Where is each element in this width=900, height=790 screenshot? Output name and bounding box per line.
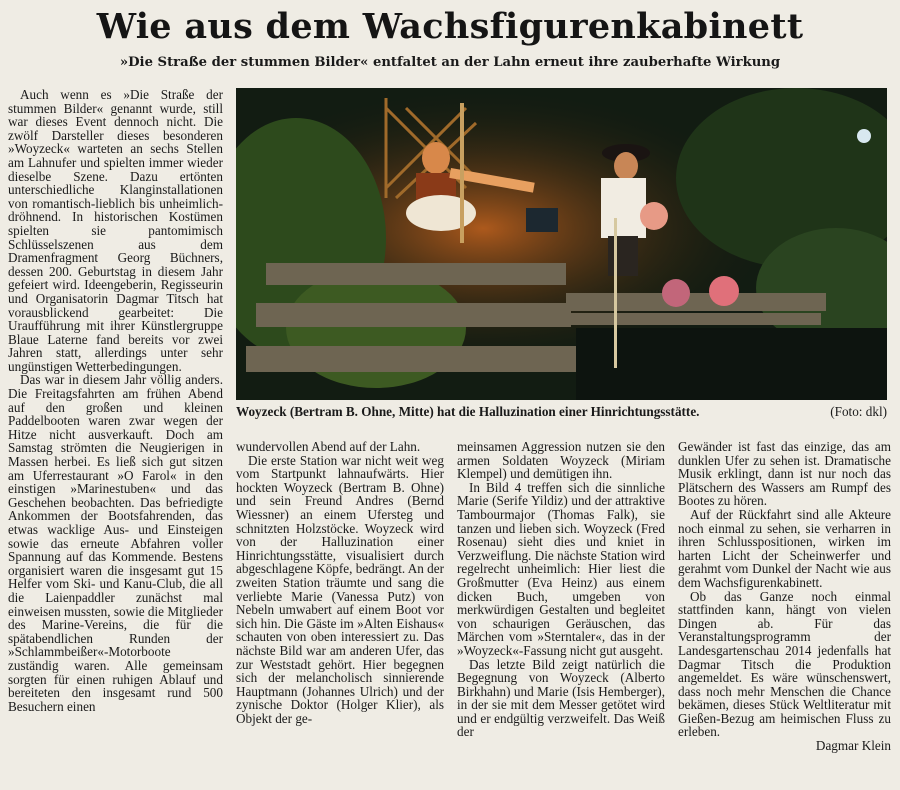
paragraph: meinsamen Aggression nutzen sie den armen Soldaten Woyzeck (Miriam Klempel) und demütigen ihn. [457, 440, 665, 482]
subheadline: »Die Straße der stummen Bilder« entfaltet an der Lahn erneut ihre zauberhafte Wirkung [119, 55, 781, 70]
article-photo [236, 88, 887, 400]
paragraph: Das letzte Bild zeigt natürlich die Begegnung von Woyzeck (Alberto Birkhahn) und Marie (Isis Hemberger), in der sie mit dem Messer getötet wird und er endgültig verzweifelt. Das Weiß der [457, 656, 665, 740]
paragraph: Auch wenn es »Die Straße der stummen Bilder« genannt wurde, still war dieses Event dennoch nicht. Die zwölf Darsteller dieses besonderen »Woyzeck« warteten an sechs Stellen am Lahnufer und spielten immer wieder dieselbe Szene. Dazu ertönten unterschiedliche Klanginstallationen von romantisch-lieblich bis unheimlich-dröhnend. In historischen Kostümen spielten sie pantomimisch Schlüsselszenen aus dem Dramenfragment Georg Büchners, dessen 200. Geburtstag in diesem Jahr gefeiert wird. Ideengeberin, Regisseurin und Organisatorin Dagmar Titsch hat vorausblickend gearbeitet: Die Uraufführung mit ihrer Künstlergruppe Blaue Laterne fand bereits vor zwei Jahren statt, allerdings unter sehr ungünstigen Wetterbedingungen. [8, 88, 223, 374]
photo-credit: (Foto: dkl) [830, 404, 887, 419]
paragraph: In Bild 4 treffen sich die sinnliche Marie (Serife Yildiz) und der attraktive Tambourmajor (Thomas Falk), sie tanzen und lieben sich. Woyzeck (Fred Rosenau) sieht dies und kniet in Verzweiflung. Die nächste Station wird regelrecht unheimlich: Hier liest die Großmutter (Eva Heinz) aus einem dicken Buch, umgeben von merkwürdigen Gestalten und begleitet von schaurigen Geräuschen, das Märchen vom »Sterntaler«, das in der »Woyzeck«-Fassung nicht gut ausgeht. [457, 479, 665, 658]
headline: Wie aus dem Wachsfigurenkabinett [96, 6, 804, 47]
photo-scene [236, 88, 887, 400]
paragraph: wundervollen Abend auf der Lahn. [236, 440, 421, 454]
paragraph: Gewänder ist fast das einzige, das am dunklen Ufer zu sehen ist. Dramatische Musik erklingt, dann ist nur noch das Plätschern des Wassers am Rumpf des Bootes zu hören. [678, 440, 891, 509]
paragraph: Ob das Ganze noch einmal stattfinden kann, hängt von vielen Dingen ab. Für das Veranstaltungsprogramm der Landesgartenschau 2014 jedenfalls hat Dagmar Titsch die Produktion angemeldet. Es wäre wünschenswert, dass noch mehr Menschen die Chance bekämen, dieses Stück Weltliteratur mit Gießen-Bezug am heimischen Fluss zu erleben. [678, 588, 891, 740]
paragraph: Die erste Station war nicht weit weg vom Startpunkt lahnaufwärts. Hier hockten Woyzeck (Bertram B. Ohne) und sein Freund Andres (Bernd Wiessner) an einem Ufersteg und schnitzten Holzstöcke. Woyzeck wird von der Halluzination einer Hinrichtungsstätte, visualisiert durch abgeschlagene Köpfe, bedrängt. An der zweiten Station träumte und sang die verliebte Marie (Vanessa Putz) von Nebeln umwabert auf einem Boot vor sich hin. Die Gäste im »Alten Eishaus« schauten von oben interessiert zu. Das nächste Bild war am anderen Ufer, das zur Weststadt gehört. Hier begegnen sich der melancholisch sinnierende Hauptmann (Johannes Ulrich) und der zynische Doktor (Holger Klier), als Objekt der ge- [236, 452, 444, 726]
article-column-2 [236, 440, 444, 783]
photo-caption [236, 404, 887, 420]
caption-text: Woyzeck (Bertram B. Ohne, Mitte) hat die Halluzination einer Hinrichtungsstätte. [236, 404, 700, 419]
prop-head [709, 276, 739, 306]
article-column-3 [457, 440, 665, 783]
paragraph: Auf der Rückfahrt sind alle Akteure noch einmal zu sehen, sie verharren in ihren Schlusspositionen, wirken im harten Licht der Scheinwerfer und gerahmt vom Dunkel der Nacht wie aus dem Wachsfigurenkabinett. [678, 506, 891, 590]
article-column-4 [678, 440, 891, 783]
paragraph: Das war in diesem Jahr völlig anders. Die Freitagsfahrten am frühen Abend auf den großen und kleinen Paddelbooten waren zwar wegen der Hitze nicht ausverkauft. Doch am Samstag strömten die Neugierigen in Massen herbei. Es ließ sich gut sitzen am Uferrestaurant »O Farol« in den einstigen »Marinestuben« und das Geschehen beobachten. Das befriedigte Ankommen der Bootsfahrenden, das etwas wacklige Aus- und Einsteigen sowie das erneute Abfahren voller Spannung auf das Kommende. Bestens organisiert waren die insgesamt gut 15 Helfer vom Ski- und Kanu-Club, die all die Laienpaddler zunächst mal einweisen mussten, sowie die Mitglieder des Marine-Vereins, die für die spätabendlichen Runden der »Schlammbeißer«-Motorboote zuständig waren. Alle gemeinsam sorgten für einen ruhigen Ablauf und bereiteten den insgesamt rund 500 Besuchern einen [8, 372, 223, 714]
prop-head [662, 279, 690, 307]
article-column-1 [8, 88, 223, 783]
author-signature: Dagmar Klein [815, 738, 891, 754]
